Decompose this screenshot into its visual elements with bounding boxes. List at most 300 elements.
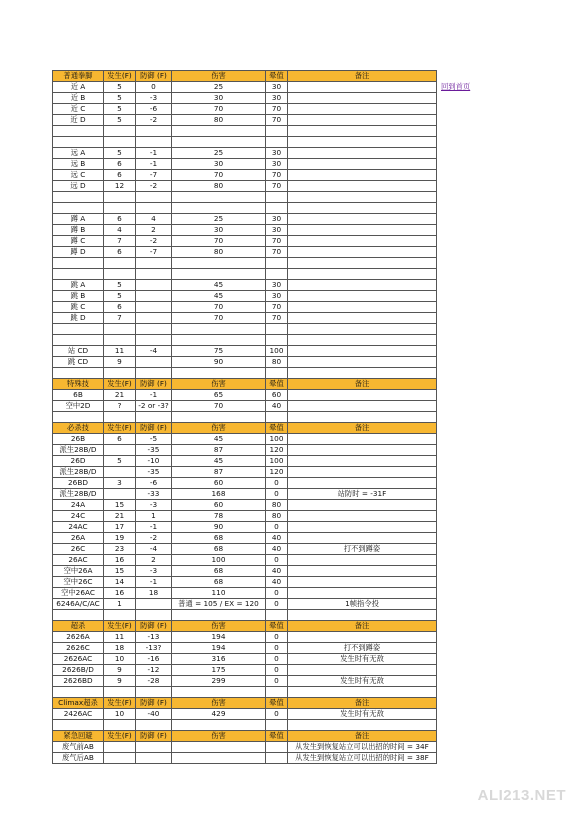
table-cell: 17 (104, 522, 136, 533)
table-cell: 45 (172, 291, 266, 302)
table-cell: 80 (172, 181, 266, 192)
table-cell: 26A (53, 533, 104, 544)
table-cell (288, 434, 437, 445)
table-cell: 23 (104, 544, 136, 555)
header-cell: 伤害 (172, 731, 266, 742)
table-cell (136, 742, 172, 753)
table-cell (136, 302, 172, 313)
table-cell: 2 (136, 225, 172, 236)
table-cell: 蹲 A (53, 214, 104, 225)
empty-cell (172, 335, 266, 346)
table-cell: 空中26A (53, 566, 104, 577)
table-row (53, 478, 437, 489)
table-row (53, 467, 437, 478)
table-cell: 0 (266, 632, 288, 643)
empty-cell (172, 412, 266, 423)
header-cell: Climax超杀 (53, 698, 104, 709)
table-cell: 60 (172, 500, 266, 511)
table-row (53, 632, 437, 643)
table-cell: 空中2D (53, 401, 104, 412)
table-cell: 26C (53, 544, 104, 555)
empty-cell (53, 192, 104, 203)
empty-cell (288, 610, 437, 621)
empty-cell (172, 126, 266, 137)
empty-cell (172, 610, 266, 621)
table-cell: 168 (172, 489, 266, 500)
table-cell: 5 (104, 291, 136, 302)
header-cell: 特殊技 (53, 379, 104, 390)
table-cell: 120 (266, 467, 288, 478)
table-cell: 远 A (53, 148, 104, 159)
table-cell (288, 500, 437, 511)
table-row (53, 599, 437, 610)
table-cell: -4 (136, 544, 172, 555)
table-cell: 打不到蹲姿 (288, 643, 437, 654)
empty-cell (53, 687, 104, 698)
table-cell: -1 (136, 390, 172, 401)
table-cell: 40 (266, 401, 288, 412)
empty-cell (136, 324, 172, 335)
table-cell: -1 (136, 522, 172, 533)
table-cell (288, 313, 437, 324)
table-cell: 0 (266, 654, 288, 665)
table-cell (266, 753, 288, 764)
table-cell: 0 (266, 522, 288, 533)
section-header-row (53, 71, 437, 82)
header-cell: 晕值 (266, 423, 288, 434)
table-cell: -2 (136, 115, 172, 126)
empty-cell (136, 258, 172, 269)
empty-cell (136, 610, 172, 621)
table-row (53, 709, 437, 720)
table-cell: 派生28B/D (53, 445, 104, 456)
table-row (53, 544, 437, 555)
table-cell (266, 742, 288, 753)
table-cell: 19 (104, 533, 136, 544)
header-cell: 普通拳脚 (53, 71, 104, 82)
empty-cell (266, 610, 288, 621)
empty-cell (266, 335, 288, 346)
header-cell: 备注 (288, 423, 437, 434)
table-cell: 30 (266, 148, 288, 159)
table-row (53, 588, 437, 599)
table-cell: 4 (104, 225, 136, 236)
table-cell: 30 (266, 82, 288, 93)
table-row (53, 555, 437, 566)
table-cell: 9 (104, 676, 136, 687)
table-cell: 87 (172, 467, 266, 478)
table-cell: 5 (104, 104, 136, 115)
home-link[interactable]: 回到首页 (441, 82, 471, 91)
header-cell: 伤害 (172, 698, 266, 709)
table-cell: 1 (136, 511, 172, 522)
table-cell: 0 (136, 82, 172, 93)
table-cell: 6 (104, 214, 136, 225)
table-cell: 1 (104, 599, 136, 610)
table-cell: 299 (172, 676, 266, 687)
table-cell: -35 (136, 445, 172, 456)
table-cell: 站 CD (53, 346, 104, 357)
table-cell: -4 (136, 346, 172, 357)
table-row (53, 82, 437, 93)
empty-cell (104, 192, 136, 203)
table-cell: 14 (104, 577, 136, 588)
empty-cell (53, 610, 104, 621)
table-row (53, 654, 437, 665)
table-cell: 7 (104, 313, 136, 324)
table-cell: 100 (266, 346, 288, 357)
table-cell: 80 (266, 357, 288, 368)
table-cell (288, 236, 437, 247)
table-cell: 5 (104, 82, 136, 93)
spacer-row (53, 335, 437, 346)
empty-cell (266, 192, 288, 203)
table-cell (288, 665, 437, 676)
empty-cell (266, 412, 288, 423)
table-cell: 7 (104, 236, 136, 247)
table-cell: -3 (136, 500, 172, 511)
table-cell: 远 B (53, 159, 104, 170)
header-cell: 伤害 (172, 621, 266, 632)
header-cell: 发生(F) (104, 731, 136, 742)
table-cell: 6 (104, 170, 136, 181)
empty-cell (136, 126, 172, 137)
table-cell (288, 346, 437, 357)
empty-cell (172, 137, 266, 148)
table-cell: 4 (136, 214, 172, 225)
table-cell: -33 (136, 489, 172, 500)
table-cell (104, 753, 136, 764)
table-row (53, 181, 437, 192)
table-cell: 70 (266, 313, 288, 324)
header-cell: 伤害 (172, 423, 266, 434)
table-cell (288, 456, 437, 467)
empty-cell (288, 126, 437, 137)
table-cell: 25 (172, 82, 266, 93)
empty-cell (136, 412, 172, 423)
empty-cell (172, 687, 266, 698)
empty-cell (104, 258, 136, 269)
spacer-row (53, 126, 437, 137)
table-cell: 70 (172, 313, 266, 324)
empty-cell (136, 687, 172, 698)
empty-cell (266, 258, 288, 269)
table-cell: 0 (266, 665, 288, 676)
table-row (53, 280, 437, 291)
empty-cell (104, 610, 136, 621)
table-cell: 2626B/D (53, 665, 104, 676)
table-cell: 近 D (53, 115, 104, 126)
table-cell: 25 (172, 148, 266, 159)
table-cell (288, 445, 437, 456)
table-cell: 站防时 = -31F (288, 489, 437, 500)
table-cell: 0 (266, 676, 288, 687)
table-cell: 40 (266, 577, 288, 588)
table-cell: 2626C (53, 643, 104, 654)
table-cell: 21 (104, 511, 136, 522)
table-cell: 80 (172, 247, 266, 258)
empty-cell (136, 335, 172, 346)
table-cell: 11 (104, 346, 136, 357)
table-cell: 16 (104, 555, 136, 566)
watermark-logo: ALI213.NET (477, 787, 566, 804)
table-cell: 派生28B/D (53, 489, 104, 500)
table-row (53, 511, 437, 522)
empty-cell (53, 368, 104, 379)
empty-cell (53, 324, 104, 335)
table-cell: 175 (172, 665, 266, 676)
table-cell: 100 (266, 456, 288, 467)
empty-cell (53, 269, 104, 280)
section-header-row (53, 379, 437, 390)
table-cell: -7 (136, 247, 172, 258)
section-header-row (53, 731, 437, 742)
header-cell: 晕值 (266, 621, 288, 632)
section-header-row (53, 423, 437, 434)
table-cell: 30 (266, 225, 288, 236)
empty-cell (172, 324, 266, 335)
table-cell: 68 (172, 577, 266, 588)
table-cell (288, 555, 437, 566)
table-cell: 6246A/C/AC (53, 599, 104, 610)
frame-data-table (52, 70, 437, 764)
table-cell: 100 (172, 555, 266, 566)
table-cell: 80 (266, 511, 288, 522)
header-cell: 防御 (F) (136, 731, 172, 742)
empty-cell (53, 126, 104, 137)
header-cell: 必杀技 (53, 423, 104, 434)
table-cell: 2426AC (53, 709, 104, 720)
header-cell: 发生(F) (104, 71, 136, 82)
empty-cell (104, 368, 136, 379)
empty-cell (266, 203, 288, 214)
table-cell (288, 566, 437, 577)
empty-cell (104, 412, 136, 423)
header-cell: 备注 (288, 621, 437, 632)
table-cell: 跳 CD (53, 357, 104, 368)
empty-cell (172, 258, 266, 269)
table-cell (136, 291, 172, 302)
empty-cell (53, 203, 104, 214)
header-cell: 防御 (F) (136, 379, 172, 390)
empty-cell (288, 137, 437, 148)
header-cell: 发生(F) (104, 423, 136, 434)
table-row (53, 214, 437, 225)
table-row (53, 302, 437, 313)
table-cell: -1 (136, 159, 172, 170)
empty-cell (172, 269, 266, 280)
table-cell: 110 (172, 588, 266, 599)
table-row (53, 170, 437, 181)
table-cell (104, 467, 136, 478)
spacer-row (53, 137, 437, 148)
table-cell: 11 (104, 632, 136, 643)
table-cell (288, 148, 437, 159)
table-cell: 90 (172, 522, 266, 533)
table-cell: -2 (136, 533, 172, 544)
table-cell: 远 D (53, 181, 104, 192)
table-row (53, 93, 437, 104)
table-cell: 5 (104, 148, 136, 159)
table-cell: ? (104, 401, 136, 412)
table-cell: 30 (266, 214, 288, 225)
empty-cell (266, 368, 288, 379)
table-cell (288, 104, 437, 115)
table-cell (288, 159, 437, 170)
header-cell: 备注 (288, 379, 437, 390)
empty-cell (136, 368, 172, 379)
table-cell: 60 (172, 478, 266, 489)
table-cell (288, 82, 437, 93)
table-cell: 30 (266, 159, 288, 170)
table-cell: 空中26AC (53, 588, 104, 599)
section-header-row (53, 621, 437, 632)
spacer-row (53, 412, 437, 423)
table-cell: 空中26C (53, 577, 104, 588)
table-cell: 30 (172, 225, 266, 236)
spacer-row (53, 368, 437, 379)
table-cell: 打不到蹲姿 (288, 544, 437, 555)
table-cell: 废气后AB (53, 753, 104, 764)
table-cell: 6 (104, 302, 136, 313)
table-cell: 跳 C (53, 302, 104, 313)
table-cell: 70 (266, 181, 288, 192)
table-cell: 0 (266, 599, 288, 610)
table-row (53, 489, 437, 500)
table-cell: -1 (136, 577, 172, 588)
empty-cell (136, 192, 172, 203)
empty-cell (104, 203, 136, 214)
spacer-row (53, 258, 437, 269)
empty-cell (53, 258, 104, 269)
empty-cell (104, 324, 136, 335)
table-cell (288, 588, 437, 599)
table-cell: 18 (136, 588, 172, 599)
table-row (53, 742, 437, 753)
header-cell: 防御 (F) (136, 621, 172, 632)
table-cell: 70 (172, 170, 266, 181)
table-cell: -7 (136, 170, 172, 181)
table-row (53, 522, 437, 533)
table-cell: 15 (104, 500, 136, 511)
table-cell: 6 (104, 434, 136, 445)
table-cell: -16 (136, 654, 172, 665)
table-cell (288, 478, 437, 489)
table-cell: 10 (104, 654, 136, 665)
table-cell: 70 (172, 302, 266, 313)
empty-cell (104, 335, 136, 346)
table-cell: 近 C (53, 104, 104, 115)
table-cell: 68 (172, 544, 266, 555)
table-cell: 6 (104, 159, 136, 170)
empty-cell (136, 269, 172, 280)
table-cell: 16 (104, 588, 136, 599)
table-row (53, 533, 437, 544)
table-cell: 24C (53, 511, 104, 522)
table-cell: 蹲 D (53, 247, 104, 258)
table-cell: 316 (172, 654, 266, 665)
table-cell: 80 (266, 500, 288, 511)
table-cell (136, 599, 172, 610)
table-cell: -1 (136, 148, 172, 159)
table-cell (288, 401, 437, 412)
table-cell: 26AC (53, 555, 104, 566)
table-cell: 废气前AB (53, 742, 104, 753)
table-cell (288, 280, 437, 291)
table-cell: 近 A (53, 82, 104, 93)
header-cell: 备注 (288, 71, 437, 82)
header-cell: 晕值 (266, 731, 288, 742)
empty-cell (172, 368, 266, 379)
table-cell: 0 (266, 489, 288, 500)
table-cell (288, 522, 437, 533)
empty-cell (172, 720, 266, 731)
table-cell: 0 (266, 588, 288, 599)
table-cell: 30 (266, 291, 288, 302)
table-row (53, 390, 437, 401)
table-cell (136, 280, 172, 291)
table-row (53, 247, 437, 258)
table-cell: 5 (104, 280, 136, 291)
table-cell: 60 (266, 390, 288, 401)
table-row (53, 434, 437, 445)
empty-cell (104, 137, 136, 148)
table-cell (136, 753, 172, 764)
empty-cell (172, 192, 266, 203)
header-cell: 发生(F) (104, 379, 136, 390)
header-cell: 伤害 (172, 71, 266, 82)
table-cell: 9 (104, 357, 136, 368)
empty-cell (53, 335, 104, 346)
empty-cell (104, 126, 136, 137)
empty-cell (104, 720, 136, 731)
table-cell: 5 (104, 456, 136, 467)
table-cell: 30 (172, 159, 266, 170)
section-header-row (53, 698, 437, 709)
empty-cell (136, 720, 172, 731)
table-row (53, 148, 437, 159)
empty-cell (266, 126, 288, 137)
table-cell: 从发生到恢复站立可以出招的时间 = 34F (288, 742, 437, 753)
table-cell: 40 (266, 544, 288, 555)
empty-cell (136, 203, 172, 214)
table-row (53, 500, 437, 511)
table-cell: 30 (266, 93, 288, 104)
table-cell (288, 467, 437, 478)
table-cell (288, 302, 437, 313)
table-cell: 70 (266, 170, 288, 181)
header-cell: 晕值 (266, 698, 288, 709)
header-cell: 防御 (F) (136, 698, 172, 709)
table-cell: 30 (266, 280, 288, 291)
table-cell (288, 93, 437, 104)
empty-cell (288, 720, 437, 731)
table-cell: 蹲 C (53, 236, 104, 247)
table-cell: 发生时有无敌 (288, 676, 437, 687)
table-cell: 80 (172, 115, 266, 126)
table-row (53, 159, 437, 170)
table-cell (104, 489, 136, 500)
table-cell: 26B (53, 434, 104, 445)
spacer-row (53, 324, 437, 335)
table-cell: 70 (266, 247, 288, 258)
table-cell: 70 (266, 104, 288, 115)
spacer-row (53, 203, 437, 214)
table-cell: 45 (172, 456, 266, 467)
table-cell: 25 (172, 214, 266, 225)
empty-cell (288, 687, 437, 698)
table-row (53, 401, 437, 412)
